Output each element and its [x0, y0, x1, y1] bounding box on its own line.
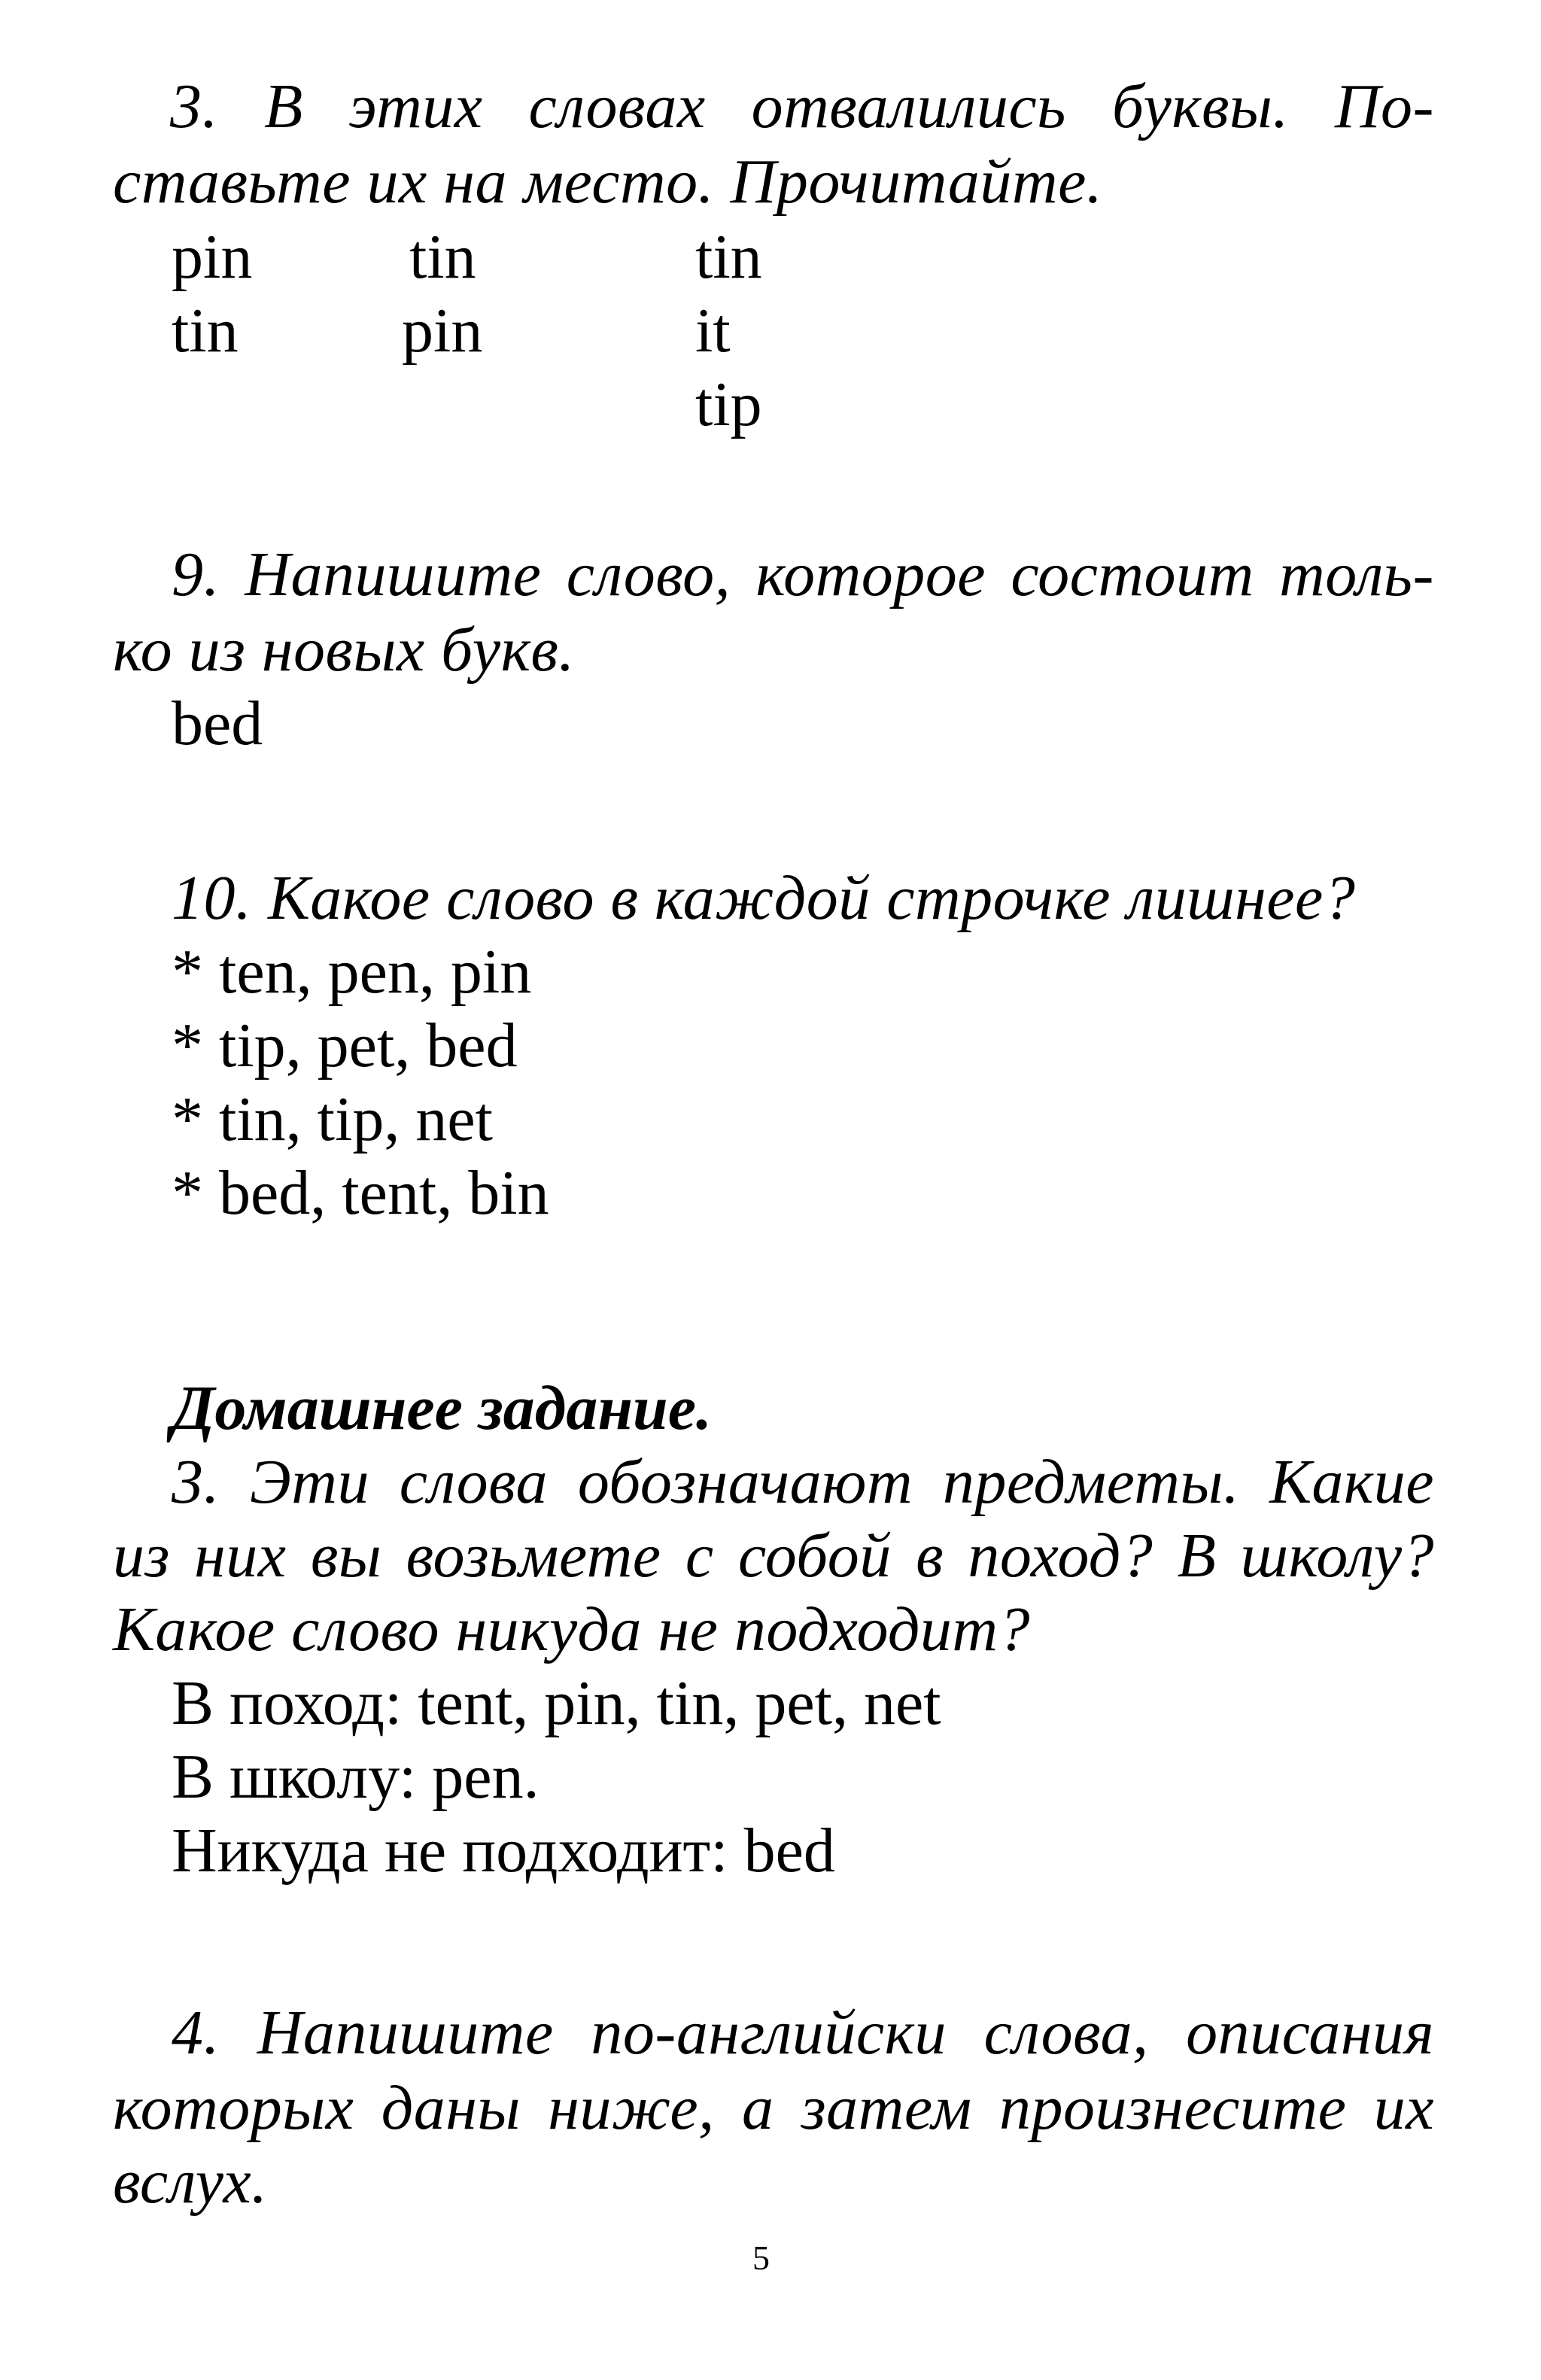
- task-10-heading: 10. Какое слово в каждой строчке лишнее?: [172, 863, 1356, 933]
- homework-answer-hike: В поход: tent, pin, tin, pet, net: [172, 1668, 941, 1738]
- task-8-heading-line2: ставьте их на место. Прочитайте.: [113, 147, 1103, 217]
- homework-task-4-line2: которых даны ниже, а затем произнесите их: [113, 2073, 1434, 2143]
- task-10-row: * tip, pet, bed: [172, 1011, 518, 1081]
- task-9-heading-line2: ко из новых букв.: [113, 615, 575, 685]
- homework-title: Домашнее задание.: [172, 1373, 712, 1443]
- task-8-heading-line1: 3. В этих словах отвалились буквы. По-: [170, 71, 1434, 141]
- task-10-row: * ten, pen, pin: [172, 937, 532, 1007]
- page-number: 5: [752, 2239, 770, 2277]
- task-9-answer: bed: [172, 688, 263, 758]
- word-grid-cell: pin: [172, 222, 253, 292]
- homework-answer-school: В школу: pen.: [172, 1742, 540, 1812]
- word-grid-cell: pin: [402, 296, 483, 366]
- word-grid-cell: it: [695, 296, 731, 366]
- word-grid-cell: tip: [695, 369, 762, 439]
- homework-task-4-line3: вслух.: [113, 2147, 268, 2217]
- word-grid-cell: tin: [695, 222, 762, 292]
- task-10-row: * tin, tip, net: [172, 1084, 493, 1154]
- word-grid-cell: tin: [409, 222, 476, 292]
- homework-answer-none: Никуда не подходит: bed: [172, 1816, 835, 1886]
- word-grid-cell: tin: [172, 296, 239, 366]
- homework-task-3-line2: из них вы возьмете с собой в поход? В школу?: [113, 1521, 1434, 1591]
- homework-task-4-line1: 4. Напишите по-английски слова, описания: [172, 1998, 1434, 2068]
- homework-task-3-line3: Какое слово никуда не подходит?: [113, 1594, 1031, 1664]
- homework-task-3-line1: 3. Эти слова обозначают предметы. Какие: [172, 1447, 1434, 1517]
- task-9-heading-line1: 9. Напишите слово, которое состоит толь-: [172, 540, 1434, 609]
- task-10-row: * bed, tent, bin: [172, 1158, 549, 1228]
